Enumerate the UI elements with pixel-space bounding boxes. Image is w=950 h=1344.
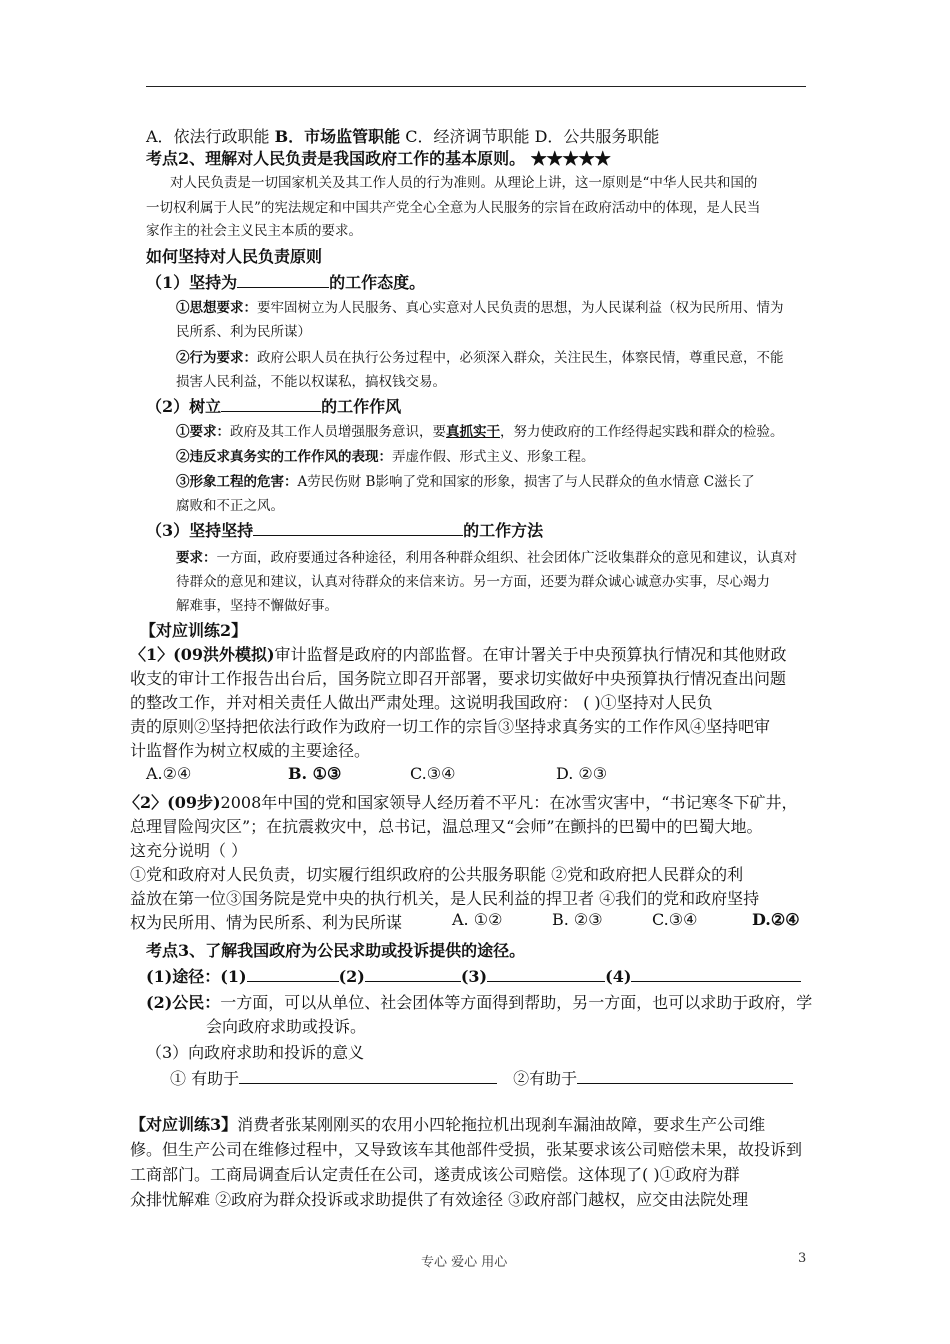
question-2-option-c: C.③④ (652, 910, 698, 929)
fill-blank (247, 967, 339, 982)
sub-heading: 如何坚持对人民负责原则 (146, 247, 323, 266)
question-1-line: 计监督作为树立权威的主要途径。 (130, 741, 371, 760)
question-2-line: 权为民所用、情为民所系、利为民所谋 (130, 913, 403, 932)
section-heading-3: 考点3、了解我国政府为公民求助或投诉提供的途径。 (146, 941, 526, 960)
footer-motto: 专心 爱心 用心 (421, 1255, 508, 1270)
item-3a-cont: 解难事，坚持不懈做好事。 (176, 598, 338, 614)
item-2c-cont: 腐败和不正之风。 (176, 498, 284, 514)
fill-blank (237, 273, 329, 288)
options-line-q0 (146, 124, 659, 147)
question-1-option-d: D. ②③ (556, 764, 608, 783)
item-3a: 要求：一方面，政府要通过各种途径，利用各种群众组织、社会团体广泛收集群众的意见和建议，认真对 (176, 550, 797, 566)
item-2a: ①要求：政府及其工作人员增强服务意识，要真抓实干，努力使政府的工作经得起实践和群众的检验。 (176, 424, 784, 440)
question-2-line: 这充分说明（ ） (130, 841, 248, 860)
training-3-line: 众排忧解难 ②政府为群众投诉或求助提供了有效途径 ③政府部门越权，应交由法院处理 (130, 1190, 749, 1209)
item-3-heading: （3）坚持坚持 的工作方法 (146, 521, 544, 540)
item-1a-cont: 民所系、利为民所谋） (176, 324, 311, 340)
question-2-line: 益放在第一位③国务院是党中央的执行机关，是人民利益的捍卫者 ④我们的党和政府坚持 (130, 889, 760, 908)
question-1-line: 的整改工作，并对相关责任人做出严肃处理。这说明我国政府： ( )①坚持对人民负 (130, 693, 713, 712)
question-2-line: 总理冒险闯灾区”；在抗震救灾中，总书记，温总理又“会师”在颤抖的巴蜀中的巴蜀大地。 (130, 817, 763, 836)
training-3-line: 工商部门。工商局调查后认定责任在公司，遂责成该公司赔偿。这体现了( )①政府为群 (130, 1165, 740, 1184)
fill-blank (631, 967, 801, 982)
option-a: A．依法行政职能 (146, 127, 275, 146)
fill-blank (253, 521, 463, 536)
question-2-option-a: A. ①② (452, 910, 503, 929)
fill-blank (577, 1069, 793, 1084)
item-1b: ②行为要求：政府公职人员在执行公务过程中，必须深入群众，关注民生，体察民情，尊重民意，不能 (176, 350, 784, 366)
question-1-line: 收支的审计工作报告出台后，国务院立即召开部署，要求切实做好中央预算执行情况查出问题 (130, 669, 787, 688)
training-3-line: 【对应训练3】消费者张某刚刚买的农用小四轮拖拉机出现刹车漏油故障，要求生产公司维 (130, 1115, 766, 1134)
significance-heading: （3）向政府求助和投诉的意义 (146, 1043, 365, 1062)
question-1-line: 责的原则②坚持把依法行政作为政府一切工作的宗旨③坚持求真务实的工作作风④坚持吧审 (130, 717, 771, 736)
fill-blank (487, 967, 605, 982)
paragraph-line: 家作主的社会主义民主本质的要求。 (146, 223, 362, 239)
item-1-heading: （1）坚持为 的工作态度。 (146, 273, 426, 292)
question-2-line: 〈2〉(09步)2008年中国的党和国家领导人经历着不平凡：在冰雪灾害中，“书记寒冬下矿井， (124, 793, 798, 812)
page-number: 3 (798, 1251, 807, 1266)
item-2-heading: （2）树立 的工作作风 (146, 397, 402, 416)
training-3-line: 修。但生产公司在维修过程中，又导致该车其他部件受损，张某要求该公司赔偿未果，故投诉到 (130, 1140, 803, 1159)
item-3a-cont: 待群众的意见和建议，认真对待群众的来信来访。另一方面，还要为群众诚心诚意办实事，尽心竭力 (176, 574, 770, 590)
item-2b: ②违反求真务实的工作作风的表现：弄虚作假、形式主义、形象工程。 (176, 449, 595, 465)
channels-line: (1)途径：(1) (2) (3) (4) (146, 964, 801, 987)
citizen-line-cont: 会向政府求助或投诉。 (206, 1017, 367, 1036)
item-1b-cont: 损害人民利益，不能以权谋私，搞权钱交易。 (176, 374, 446, 390)
section-heading-2: 考点2、理解对人民负责是我国政府工作的基本原则。 ★★★★★ (146, 149, 611, 168)
item-2c: ③形象工程的危害：A劳民伤财 B影响了党和国家的形象，损害了与人民群众的鱼水情意 C滋长了 (176, 474, 755, 490)
training-2-title: 【对应训练2】 (140, 621, 248, 640)
question-2-line: ①党和政府对人民负责，切实履行组织政府的公共服务职能 ②党和政府把人民群众的利 (130, 865, 744, 884)
option-b: B．市场监管职能 (274, 127, 401, 146)
paragraph-line: 对人民负责是一切国家机关及其工作人员的行为准则。从理论上讲，这一原则是“中华人民共和国的 (170, 175, 758, 191)
fill-blank (239, 1069, 497, 1084)
question-1-option-b: B. ①③ (288, 764, 342, 783)
question-1-line: 〈1〉(09洪外模拟)审计监督是政府的内部监督。在审计署关于中央预算执行情况和其他财政 (130, 645, 787, 664)
significance-blanks: ① 有助于 ②有助于 (170, 1066, 793, 1089)
item-1a: ①思想要求：要牢固树立为人民服务、真心实意对人民负责的思想，为人民谋利益（权为民所用、情为 (176, 300, 784, 316)
fill-blank (365, 967, 461, 982)
question-1-option-c: C.③④ (410, 764, 456, 783)
option-cd: C．经济调节职能 D．公共服务职能 (400, 127, 660, 146)
header-rule (146, 86, 806, 87)
paragraph-line: 一切权利属于人民”的宪法规定和中国共产党全心全意为人民服务的宗旨在政府活动中的体现，是人民当 (146, 200, 761, 216)
question-1-option-a: A.②④ (146, 764, 192, 783)
question-2-option-d: D.②④ (752, 910, 800, 929)
fill-blank (221, 397, 321, 412)
citizen-line: (2)公民：一方面，可以从单位、社会团体等方面得到帮助，另一方面，也可以求助于政府，学 (146, 993, 813, 1012)
question-2-option-b: B. ②③ (552, 910, 603, 929)
